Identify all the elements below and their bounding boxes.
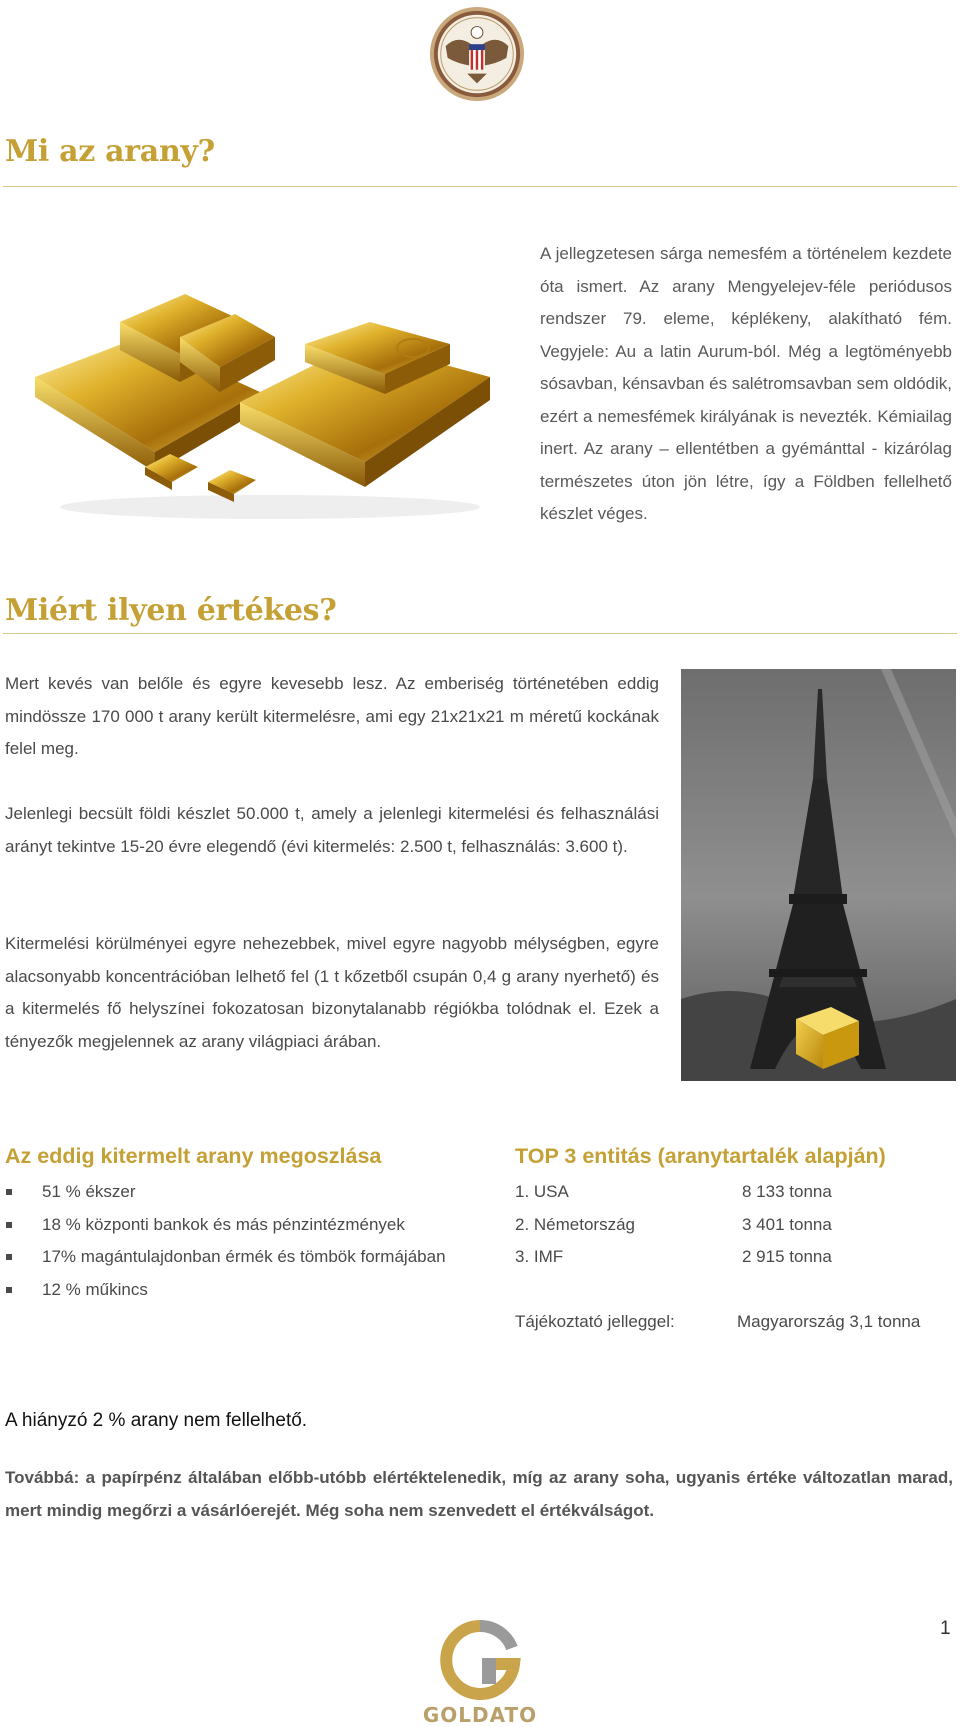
page-number: 1 (940, 1618, 951, 1639)
table-row-note (515, 1306, 960, 1339)
entity-amount: 2 915 tonna (742, 1247, 832, 1266)
entity-name: 2. Németország (515, 1214, 635, 1234)
goldato-wordmark: GOLDATO (422, 1703, 538, 1727)
distribution-list (5, 1176, 465, 1306)
heading-what-is-gold: Mi az arany? (5, 134, 215, 169)
note-value: Magyarország 3,1 tonna (737, 1312, 921, 1331)
great-seal-logo (428, 5, 526, 103)
entity-name: 1. USA (515, 1182, 569, 1201)
top3-title: TOP 3 entitás (aranytartalék alapján) (515, 1144, 886, 1168)
paragraph-reserves: Jelenlegi becsült földi készlet 50.000 t, amely a jelenlegi kitermelési és felhasználási arányt tekintve 15-20 évre elegendő (évi kitermelés: 2.500 t, felhasználás: 3.600 t). (5, 804, 659, 856)
closing-paragraph: Továbbá: a papírpénz általában előbb-utóbb elértéktelenedik, míg az arany soha, ugyanis értéke változatlan marad, mert mindig megőrzi a vásárlóerejét. Még soha nem szenvedett el értékválságot. (5, 1468, 953, 1520)
entity-amount: 8 133 tonna (742, 1182, 832, 1201)
table-row (515, 1209, 960, 1242)
heading-rule (3, 186, 957, 187)
goldato-logo (412, 1620, 548, 1727)
heading-rule-2 (3, 633, 957, 634)
list-item: 51 % ékszer (5, 1176, 465, 1209)
note-label: Tájékoztató jelleggel: (515, 1312, 675, 1331)
list-item: 17% magántulajdonban érmék és tömbök formájában (5, 1241, 465, 1274)
entity-name: 3. IMF (515, 1247, 564, 1266)
table-row (515, 1176, 960, 1209)
missing-gold-text: A hiányzó 2 % arany nem fellelhető. (5, 1410, 308, 1431)
paragraph-scarcity: Mert kevés van belőle és egyre kevesebb lesz. Az emberiség történetében eddig mindössze 170 000 t arany került kitermelésre, ami egy 21x21x21 m méretű kockának felel meg. (5, 674, 659, 758)
list-item: 12 % műkincs (5, 1274, 465, 1307)
goldato-g-icon (412, 1620, 548, 1700)
entity-amount: 3 401 tonna (742, 1214, 832, 1234)
distribution-title: Az eddig kitermelt arany megoszlása (5, 1144, 382, 1168)
table-row (515, 1241, 960, 1274)
top3-table (515, 1176, 960, 1339)
eiffel-tower-gold-cube-image (681, 669, 956, 1081)
intro-paragraph: A jellegzetesen sárga nemesfém a történelem kezdete óta ismert. Az arany Mengyelejev-féle periódusos rendszer 79. eleme, képlékeny, alakítható fém. Vegyjele: Au a latin Aurum-ból. Még a legtöményebb sósavban, kénsavban és salétromsavban sem oldódik, ezért a nemesfémek királyának is nevezték. Kémiailag inert. Az arany – ellentétben a gyémánttal - kizárólag természetes úton jön létre, így a Földben fellelhető készlet véges. (540, 244, 953, 523)
paragraph-extraction: Kitermelési körülményei egyre nehezebbek, mivel egyre nagyobb mélységben, egyre alacsonyabb koncentrációban lelhető fel (1 t kőzetből csupán 0,4 g arany nyerhető) és a kitermelés fő helyszínei fokozatosan bizonytalanabb régiókba tolódnak el. Ezek a tényezők megjelennek az arany világpiaci árában. (5, 934, 659, 1051)
list-item: 18 % központi bankok és más pénzintézmények (5, 1209, 465, 1242)
heading-why-valuable: Miért ilyen értékes? (5, 593, 337, 628)
gold-bars-image (30, 282, 490, 522)
